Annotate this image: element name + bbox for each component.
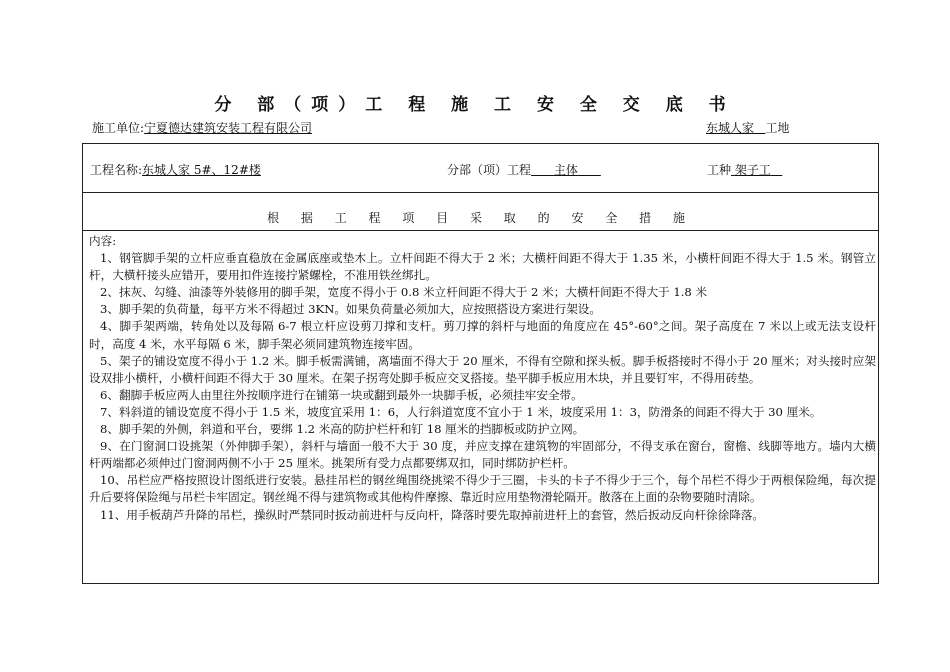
list-item: 11、用手板葫芦升降的吊栏，操纵时严禁同时扳动前进杆与反向杆，降落时要先取掉前进杆上的套管，然后扳动反向杆徐徐降落。	[100, 507, 765, 522]
list-item: 9、在门窗洞口设挑架（外伸脚手架），斜杆与墙面一般不大于 30 度，并应支撑在建筑物的牢固部分，不得支承在窗台，窗檐、线脚等地方。墙内大横杆两端都必须伸过门窗洞两侧不小于 25 厘米。挑架所有受力点都要绑双扣，同时绑防护栏杆。	[89, 439, 876, 471]
list-item: 3、脚手架的负荷量，每平方米不得超过 3KN。如果负荷量必须加大，应按照搭设方案进行架设。	[100, 302, 601, 317]
divider	[83, 192, 878, 193]
division-value: 主体	[553, 163, 578, 177]
company-label: 施工单位:	[92, 121, 145, 135]
site-info	[706, 119, 789, 136]
list-item: 6、翻脚手板应两人由里往外按顺序进行在铺第一块或翻到最外一块脚手板，必须挂牢安全带。	[100, 387, 583, 402]
content-label: 内容:	[89, 234, 117, 248]
list-item: 2、抹灰、勾缝、油漆等外装修用的脚手架，宽度不得小于 0.8 米立杆间距不得大于 2 米；大横杆间距不得大于 1.8 米	[100, 285, 708, 300]
project-value: 东城人家 5#、12#楼	[142, 163, 261, 177]
division-project	[447, 161, 601, 178]
project-name	[90, 161, 261, 178]
site-suffix: 工地	[765, 121, 790, 135]
site-name: 东城人家	[706, 121, 755, 135]
trade-label: 工种	[707, 163, 732, 177]
company-name: 宁夏德达建筑安装工程有限公司	[144, 121, 313, 135]
construction-unit	[92, 119, 312, 136]
list-item: 8、脚手架的外侧，斜道和平台，要绑 1.2 米高的防护栏杆和钉 18 厘米的挡脚板或防护立网。	[100, 422, 585, 437]
list-item: 4、脚手架两端，转角处以及每隔 6-7 根立杆应设剪刀撑和支杆。剪刀撑的斜杆与地面的角度应在 45°-60°之间。架子高度在 7 米以上或无法支设杆时，高度 4 米，水平每隔 6 米，脚手架必须同建筑物连接牢固。	[89, 319, 876, 351]
list-item: 5、架子的铺设宽度不得小于 1.2 米。脚手板需满铺，离墙面不得大于 20 厘米，不得有空隙和探头板。脚手板搭接时不得小于 20 厘米；对头接时应架设双排小横杆，小横杆间距不得大于 30 厘米。在架子拐弯处脚手板应交叉搭接。垫平脚手板应用木块，并且要钉牢，不得用砖垫。	[89, 353, 876, 385]
trade	[707, 161, 782, 178]
document-title: 分 部（项）工 程 施 工 安 全 交 底 书	[214, 95, 736, 115]
division-label: 分部（项）工程	[447, 163, 532, 177]
divider	[83, 230, 878, 231]
list-item: 10、吊栏应严格按照设计图纸进行安装。悬挂吊栏的钢丝绳围绕挑梁不得少于三圈，卡头的卡子不得少于三个，每个吊栏不得少于两根保险绳，每次提升后要将保险绳与吊栏卡牢固定。钢丝绳不得与建筑物或其他构件摩擦、靠近时应用垫物滑轮隔开。散落在上面的杂物要随时清除。	[89, 473, 876, 505]
list-item: 1、钢管脚手架的立杆应垂直稳放在金属底座或垫木上。立杆间距不得大于 2 米；大横杆间距不得大于 1.35 米，小横杆间距不得大于 1.5 米。钢管立杆，大横杆接头应错开，要用扣件连接拧紧螺栓，不准用铁丝绑扎。	[89, 251, 876, 283]
project-label: 工程名称:	[90, 163, 143, 177]
list-item: 7、料斜道的铺设宽度不得小于 1.5 米，坡度宜采用 1：6，人行斜道宽度不宜小于 1 米，坡度采用 1：3，防滑条的间距不得大于 30 厘米。	[100, 404, 822, 419]
measures-heading: 根 据 工 程 项 目 采 取 的 安 全 措 施	[267, 211, 694, 225]
trade-value: 架子工	[734, 163, 771, 177]
content-body	[89, 233, 876, 524]
disclosure-table	[82, 143, 879, 584]
